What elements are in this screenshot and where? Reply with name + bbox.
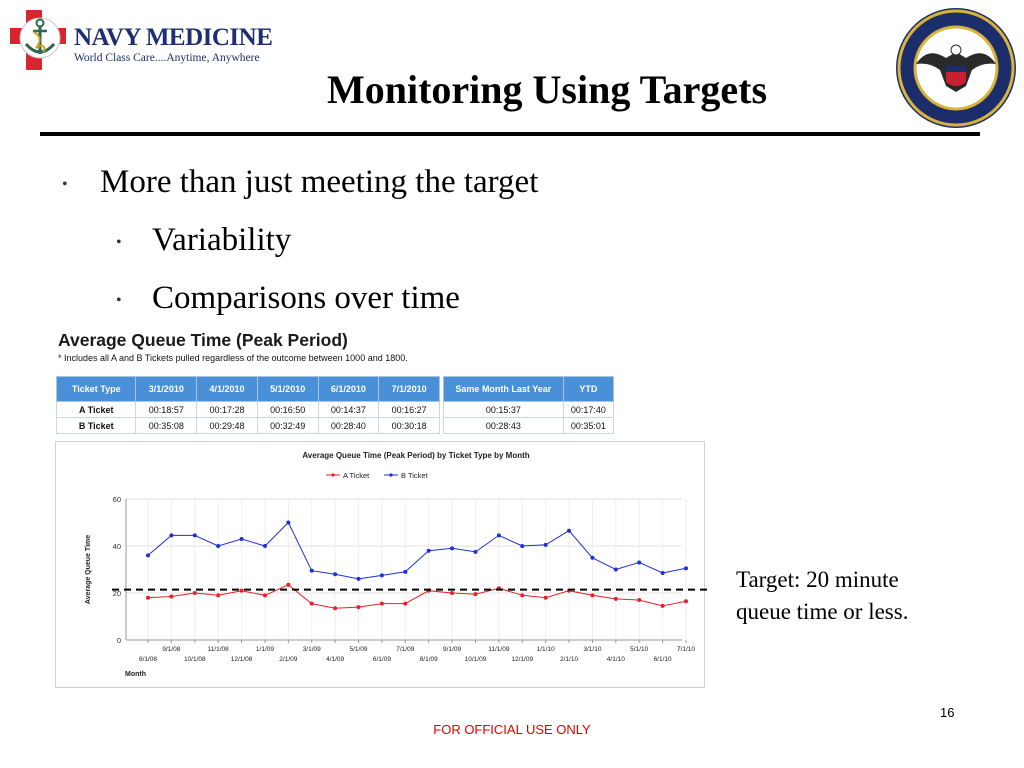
- legend-marker: [389, 473, 392, 476]
- table-cell: B Ticket: [57, 418, 136, 434]
- data-point: [380, 602, 384, 606]
- x-tick-label: 11/1/08: [207, 646, 229, 653]
- x-tick-label: 5/1/10: [630, 646, 649, 653]
- data-point: [263, 544, 267, 548]
- x-tick-label: 7/1/09: [396, 646, 415, 653]
- data-point: [240, 537, 244, 541]
- data-point: [146, 596, 150, 600]
- y-tick-label: 40: [112, 542, 121, 551]
- table-cell: 00:35:08: [136, 418, 197, 434]
- data-point: [333, 606, 337, 610]
- data-point: [661, 571, 665, 575]
- data-point: [637, 560, 641, 564]
- x-tick-label: 1/1/09: [255, 646, 274, 653]
- data-point: [403, 570, 407, 574]
- bullet-dot: •: [116, 234, 122, 251]
- target-note-line: Target: 20 minute: [736, 567, 899, 592]
- table-cell: 00:30:18: [379, 418, 440, 434]
- table-cell: 00:28:40: [318, 418, 379, 434]
- x-tick-label: 3/1/09: [302, 646, 321, 653]
- data-point: [661, 604, 665, 608]
- data-point: [520, 544, 524, 548]
- bullet-2: Variability: [152, 222, 292, 258]
- x-tick-label: 12/1/09: [511, 656, 534, 663]
- title-divider: [40, 132, 980, 136]
- data-point: [590, 556, 594, 560]
- y-axis-label: Average Queue Time: [85, 534, 92, 605]
- data-point: [497, 586, 501, 590]
- x-tick-label: 6/1/09: [372, 656, 391, 663]
- report-title: Average Queue Time (Peak Period): [58, 330, 348, 350]
- queue-time-chart: [56, 442, 704, 687]
- x-tick-label: 8/1/08: [138, 656, 158, 663]
- data-point: [333, 572, 337, 576]
- data-point: [193, 591, 197, 595]
- x-tick-label: 9/1/08: [162, 646, 181, 653]
- table-row: [444, 418, 614, 434]
- data-point: [169, 533, 173, 537]
- bullet-3: Comparisons over time: [152, 280, 460, 316]
- data-point: [450, 591, 454, 595]
- table-header: Ticket Type: [57, 377, 136, 402]
- y-tick-label: 60: [112, 495, 121, 504]
- data-point: [146, 553, 150, 557]
- y-tick-label: 20: [112, 589, 121, 598]
- navy-medicine-logo: [4, 8, 273, 72]
- data-point: [567, 589, 571, 593]
- data-point: [193, 533, 197, 537]
- target-note-line: queue time or less.: [736, 599, 909, 624]
- x-tick-label: 5/1/09: [349, 646, 368, 653]
- table-cell: 00:28:43: [444, 418, 564, 434]
- legend-label: A Ticket: [343, 471, 370, 480]
- data-point: [263, 593, 267, 597]
- y-tick-label: 0: [116, 636, 121, 645]
- table-header: 6/1/2010: [318, 377, 379, 402]
- data-point: [544, 543, 548, 547]
- footer-classification: FOR OFFICIAL USE ONLY: [433, 722, 591, 737]
- table-header: 4/1/2010: [197, 377, 258, 402]
- data-point: [216, 593, 220, 597]
- data-point: [357, 577, 361, 581]
- data-point: [427, 549, 431, 553]
- slide-title: Monitoring Using Targets: [326, 67, 768, 112]
- data-point: [614, 597, 618, 601]
- data-point: [403, 602, 407, 606]
- series-line-b-ticket: [148, 523, 686, 579]
- x-tick-label: 6/1/10: [653, 656, 672, 663]
- comparison-table: [443, 376, 614, 434]
- bullet-1: More than just meeting the target: [100, 164, 539, 200]
- x-tick-label: 2/1/09: [279, 656, 298, 663]
- table-header: Same Month Last Year: [444, 377, 564, 402]
- data-point: [473, 592, 477, 596]
- x-axis-label: Month: [125, 671, 146, 678]
- anchor-cross-icon: [6, 8, 70, 72]
- data-point: [684, 599, 688, 603]
- bullet-dot: •: [116, 292, 122, 309]
- data-point: [310, 602, 314, 606]
- report-note: * Includes all A and B Tickets pulled regardless of the outcome between 1000 and 1800.: [58, 353, 408, 363]
- table-cell: 00:16:50: [257, 402, 318, 418]
- table-cell: 00:18:57: [136, 402, 197, 418]
- data-point: [544, 596, 548, 600]
- table-cell: A Ticket: [57, 402, 136, 418]
- series-line-a-ticket: [148, 585, 686, 609]
- x-tick-label: 4/1/09: [326, 656, 345, 663]
- data-point: [614, 568, 618, 572]
- data-point: [286, 521, 290, 525]
- data-point: [357, 605, 361, 609]
- data-point: [497, 533, 501, 537]
- x-tick-label: 10/1/09: [464, 656, 487, 663]
- table-cell: 00:17:28: [197, 402, 258, 418]
- data-point: [240, 589, 244, 593]
- table-row: [444, 402, 614, 418]
- data-point: [380, 573, 384, 577]
- data-point: [286, 583, 290, 587]
- table-header: 5/1/2010: [257, 377, 318, 402]
- table-header: 3/1/2010: [136, 377, 197, 402]
- data-point: [427, 589, 431, 593]
- x-tick-label: 10/1/08: [183, 656, 206, 663]
- logo-tagline: World Class Care....Anytime, Anywhere: [74, 52, 260, 64]
- data-point: [567, 529, 571, 533]
- data-point: [169, 595, 173, 599]
- table-cell: 00:17:40: [563, 402, 613, 418]
- logo-title: NAVY MEDICINE: [74, 24, 273, 51]
- x-tick-label: 3/1/10: [583, 646, 602, 653]
- data-point: [450, 546, 454, 550]
- data-point: [520, 593, 524, 597]
- chart-panel: [55, 441, 705, 688]
- page-number: 16: [940, 705, 955, 720]
- table-cell: 00:32:49: [257, 418, 318, 434]
- table-header: YTD: [563, 377, 613, 402]
- bullet-dot: •: [62, 176, 68, 193]
- table-cell: 00:35:01: [563, 418, 613, 434]
- x-tick-label: 12/1/08: [230, 656, 253, 663]
- table-cell: 00:16:27: [379, 402, 440, 418]
- data-point: [684, 566, 688, 570]
- table-cell: 00:15:37: [444, 402, 564, 418]
- x-tick-label: 4/1/10: [606, 656, 625, 663]
- data-point: [637, 598, 641, 602]
- x-tick-label: 8/1/09: [419, 656, 438, 663]
- x-tick-label: 7/1/10: [676, 646, 696, 653]
- x-tick-label: 1/1/10: [536, 646, 555, 653]
- x-tick-label: 9/1/09: [443, 646, 462, 653]
- table-row: [57, 402, 440, 418]
- x-tick-label: 11/1/09: [488, 646, 510, 653]
- legend-label: B Ticket: [401, 471, 428, 480]
- legend-marker: [331, 473, 334, 476]
- table-row: [57, 418, 440, 434]
- chart-title: Average Queue Time (Peak Period) by Ticket Type by Month: [302, 451, 530, 460]
- data-point: [310, 569, 314, 573]
- table-header-row: [444, 377, 614, 402]
- queue-time-table: [56, 376, 440, 434]
- table-cell: 00:14:37: [318, 402, 379, 418]
- target-note: [736, 564, 908, 628]
- data-point: [216, 544, 220, 548]
- table-header-row: [57, 377, 440, 402]
- x-tick-label: 2/1/10: [560, 656, 579, 663]
- data-point: [473, 550, 477, 554]
- data-point: [590, 593, 594, 597]
- table-cell: 00:29:48: [197, 418, 258, 434]
- table-header: 7/1/2010: [379, 377, 440, 402]
